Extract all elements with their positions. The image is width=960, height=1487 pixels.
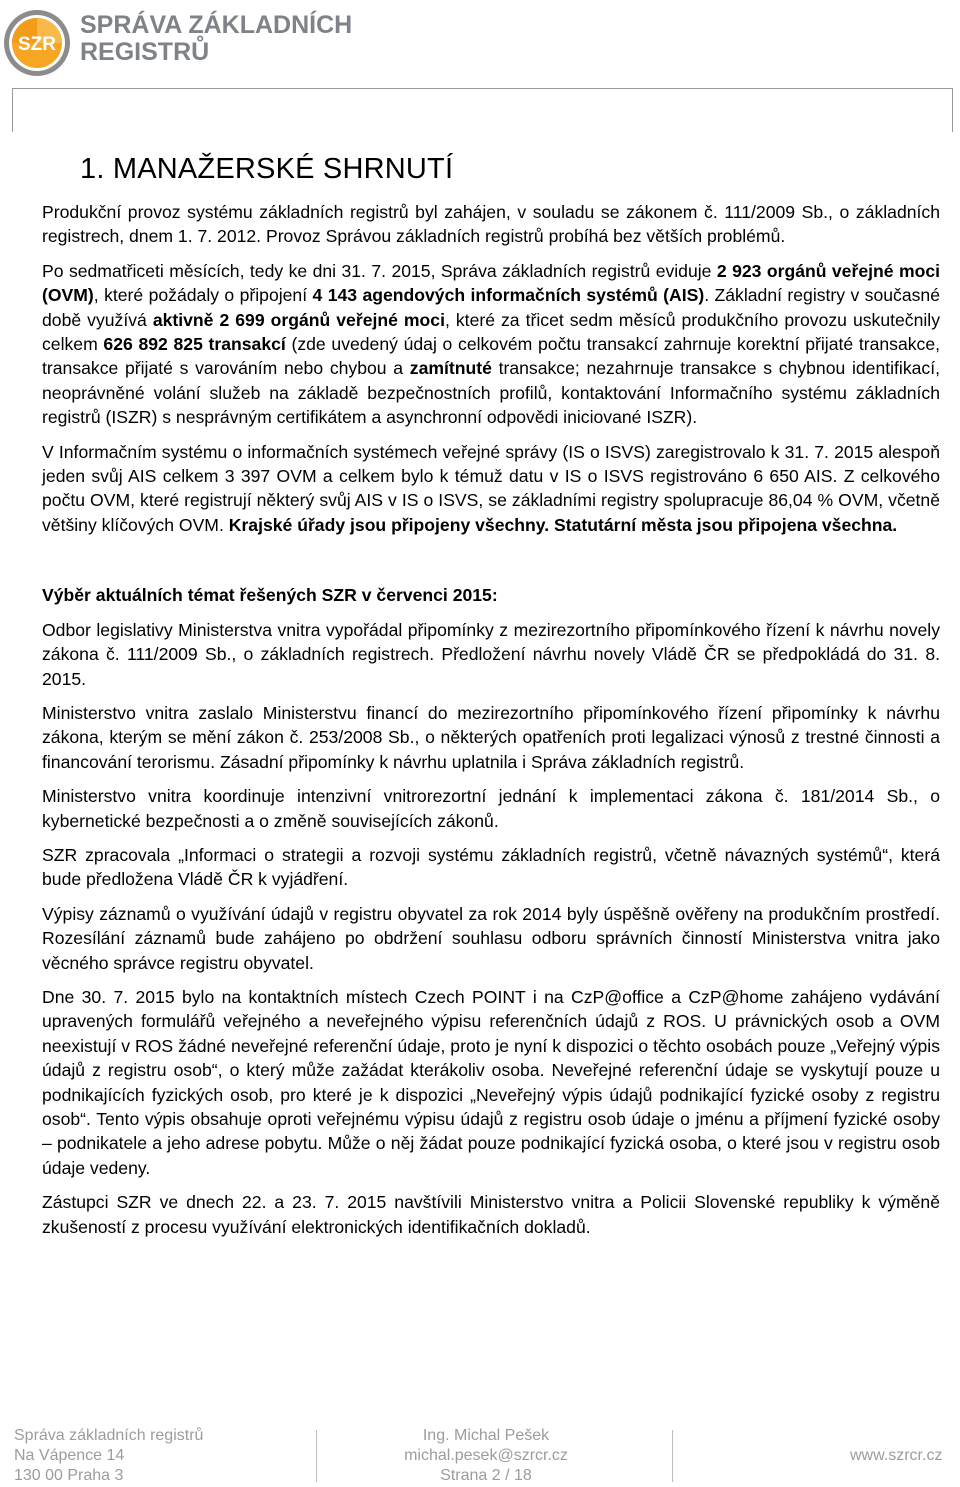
stat-text-6: transakce; nezahrnuje transakce s chybnou identifikací, neoprávněné volání služeb na základě bezpečnostních profilů, kontaktování Informačního systému základních registrů (ISZR) s nesprávným certifikátem a asynchronní odpovědi iniciované ISZR). bbox=[42, 358, 940, 428]
brand-line-1: SPRÁVA ZÁKLADNÍCH bbox=[80, 11, 353, 39]
section-gap bbox=[42, 547, 940, 583]
header-rule bbox=[12, 88, 953, 89]
logo-text: SZR bbox=[18, 34, 56, 55]
header-tick-left bbox=[12, 88, 13, 132]
stat-transactions: 626 892 825 transakcí bbox=[103, 334, 286, 355]
page-header bbox=[0, 0, 960, 110]
topics-heading: Výběr aktuálních témat řešených SZR v červenci 2015: bbox=[42, 585, 498, 606]
topic-item: Odbor legislativy Ministerstva vnitra vypořádal připomínky z mezirezortního připomínkového řízení k návrhu novely zákona č. 111/2009 Sb., o základních registrech. Předložení návrhu novely Vládě ČR se předpokládá do 31. 8. 2015. bbox=[42, 619, 940, 689]
isvs-text: V Informačním systému o informačních systémech veřejné správy (IS o ISVS) zaregistrovalo k 31. 7. 2015 alespoň jeden svůj AIS celkem 3 397 OVM a celkem bylo k témuž datu v IS o ISVS registrováno 6 650 AIS. Z celkového počtu OVM, které registrují některý svůj AIS v IS o ISVS, se základními registry spolupracuje 86,04 % OVM, včetně většiny klíčových OVM. bbox=[42, 441, 940, 535]
footer-web[interactable]: www.szrcr.cz bbox=[850, 1447, 943, 1464]
szr-logo-icon bbox=[2, 8, 72, 78]
topic-item: Zástupci SZR ve dnech 22. a 23. 7. 2015 navštívili Ministerstvo vnitra a Policii Slovenské republiky k výměně zkušeností z procesu využívání elektronických identifikačních dokladů. bbox=[42, 1192, 940, 1237]
footer-address bbox=[14, 1426, 203, 1486]
stat-text-4: , které za třicet sedm měsíců produkčního provozu uskutečnily celkem bbox=[42, 309, 940, 355]
stat-active-ovm: aktivně 2 699 orgánů veřejné moci bbox=[152, 309, 445, 330]
footer-contact bbox=[396, 1426, 576, 1486]
topic-item: Dne 30. 7. 2015 bylo na kontaktních místech Czech POINT i na CzP@office a CzP@home zahájeno vydávání upravených formulářů veřejného a neveřejného výpisu referenčních údajů z ROS. U právnických osob a OVM neexistují v ROS žádné neveřejné referenční údaje, proto je nyní k dispozici o těchto osobách pouze „Veřejný výpis údajů z registru osob“, o který může zažádat kterákoliv osoba. Neveřejné referenční údaje se vyskytují pouze u podnikajících fyzických osob, pro které je k dispozici „Neveřejný výpis údajů podnikající fyzické osoby z registru osob“. Tento výpis obsahuje oproti veřejnému výpisu údajů z registru osob údaje o jménu a příjmení fyzické osoby – podnikatele a jeho adrese pobytu. Může o něj žádat pouze podnikající fyzická osoba, o které jsou v registru osob údaje vedeny. bbox=[42, 986, 940, 1178]
paragraph-statistics bbox=[42, 259, 940, 430]
footer-page-number: Strana 2 / 18 bbox=[440, 1467, 532, 1484]
document-body bbox=[42, 150, 940, 1249]
page-footer bbox=[0, 1424, 960, 1487]
paragraph-intro: Produkční provoz systému základních registrů byl zahájen, v souladu se zákonem č. 111/2009 Sb., o základních registrech, dnem 1. 7. 2012. Provoz Správou základních registrů probíhá bez větších problémů. bbox=[42, 202, 940, 247]
stat-text-3: . Základní registry v současné době využívá bbox=[42, 285, 940, 330]
stat-rejected: zamítnuté bbox=[409, 358, 492, 379]
footer-separator bbox=[316, 1430, 317, 1482]
isvs-bold: Krajské úřady jsou připojeny všechny. Statutární města jsou připojena všechna. bbox=[228, 514, 898, 535]
footer-email[interactable]: michal.pesek@szrcr.cz bbox=[404, 1447, 568, 1464]
topic-item: Výpisy záznamů o využívání údajů v registru obyvatel za rok 2014 byly úspěšně ověřeny na produkčním prostředí. Rozesílání záznamů bude zahájeno po obdržení souhlasu odboru správních činností Ministerstva vnitra jako věcného správce registru obyvatel. bbox=[42, 903, 940, 973]
header-tick-right bbox=[952, 88, 953, 132]
footer-city: 130 00 Praha 3 bbox=[14, 1467, 124, 1484]
footer-street: Na Vápence 14 bbox=[14, 1447, 125, 1464]
brand-name bbox=[80, 12, 352, 66]
footer-separator bbox=[672, 1430, 673, 1482]
footer-org: Správa základních registrů bbox=[14, 1427, 204, 1444]
brand-line-2: REGISTRŮ bbox=[80, 38, 210, 66]
topic-item: SZR zpracovala „Informaci o strategii a rozvoji systému základních registrů, včetně návazných systémů“, která bude předložena Vládě ČR k vyjádření. bbox=[42, 844, 940, 890]
stat-ais-count: 4 143 agendových informačních systémů (AIS) bbox=[312, 285, 705, 306]
topic-item: Ministerstvo vnitra zaslalo Ministerstvu financí do mezirezortního připomínkového řízení připomínky k návrhu zákona, kterým se mění zákon č. 253/2008 Sb., o některých opatřeních proti legalizaci výnosů z trestné činnosti a financování terorismu. Zásadní připomínky k návrhu uplatnila i Správa základních registrů. bbox=[42, 702, 940, 772]
stat-ovm-count: 2 923 orgánů veřejné moci (OVM) bbox=[42, 260, 941, 306]
topic-item: Ministerstvo vnitra koordinuje intenzivní vnitrorezortní jednání k implementaci zákona č. 181/2014 Sb., o kybernetické bezpečnosti a o změně souvisejících zákonů. bbox=[42, 786, 940, 831]
paragraph-is-isvs bbox=[42, 440, 940, 538]
section-title: 1. MANAŽERSKÉ SHRNUTÍ bbox=[80, 153, 454, 185]
stat-text-2: , které požádaly o připojení bbox=[93, 285, 313, 306]
stat-text-1: Po sedmatřiceti měsících, tedy ke dni 31. 7. 2015, Správa základních registrů eviduje bbox=[42, 260, 717, 281]
stat-text-5: (zde uvedený údaj o celkovém počtu transakcí zahrnuje korektní přijaté transakce, transakce přijaté s varováním nebo chybou a bbox=[42, 334, 941, 379]
footer-person: Ing. Michal Pešek bbox=[422, 1427, 550, 1444]
